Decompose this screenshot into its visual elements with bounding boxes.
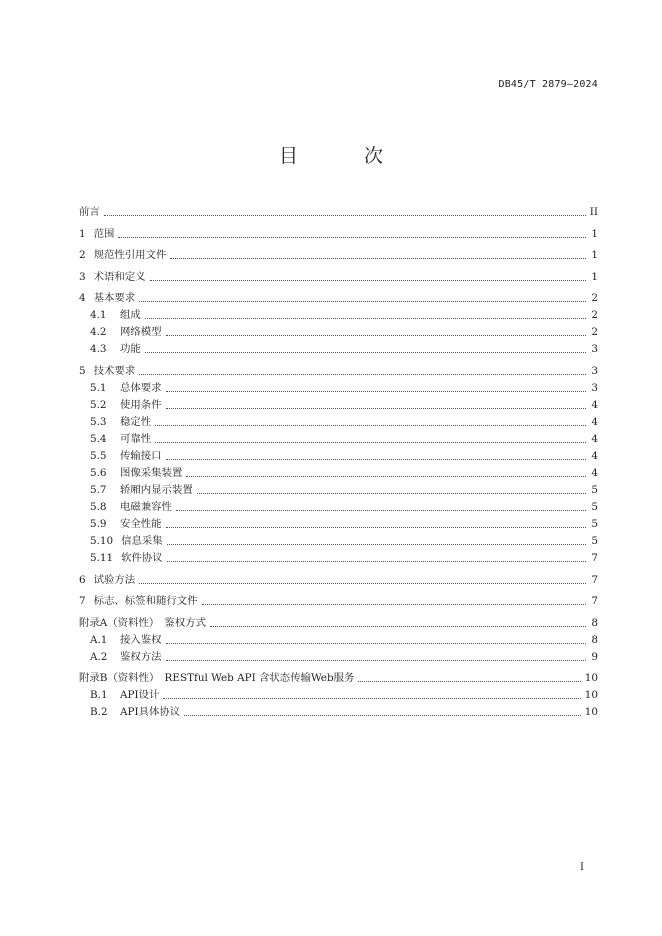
toc-entry-label: 稳定性 <box>120 415 152 428</box>
toc-leader-dots <box>163 697 580 699</box>
toc-entry-page: 10 <box>584 689 598 702</box>
toc-entry-page: 5 <box>591 483 598 496</box>
toc-entry-label: 信息采集 <box>121 534 163 547</box>
toc-entry-label: 试验方法 <box>93 573 136 586</box>
toc-entry-label: 安全性能 <box>120 517 162 530</box>
toc-leader-dots <box>202 603 586 605</box>
toc-entry[interactable] <box>79 530 598 547</box>
toc-entry-number: 4.3 <box>90 343 107 356</box>
toc-entry-number: 5.2 <box>90 398 107 411</box>
toc-entry-number: 1 <box>79 227 86 240</box>
toc-entry[interactable] <box>79 445 598 462</box>
toc-entry[interactable] <box>79 428 598 445</box>
toc-leader-dots <box>166 407 586 409</box>
toc-leader-dots <box>184 714 581 716</box>
toc-leader-dots <box>197 492 586 494</box>
toc-entry-number: 5.7 <box>90 483 107 496</box>
toc-entry[interactable] <box>79 646 598 663</box>
toc-entry-label: 鉴权方法 <box>120 650 162 663</box>
toc-entry-page: 3 <box>591 343 598 356</box>
toc-entry-label: 接入鉴权 <box>120 633 162 646</box>
toc-entry-page: 5 <box>591 534 598 547</box>
toc-entry-page: 4 <box>591 415 598 428</box>
toc-leader-dots <box>167 543 586 545</box>
toc-entry-page: 5 <box>591 517 598 530</box>
toc-entry[interactable] <box>79 569 598 586</box>
toc-entry-number: 4 <box>79 292 86 305</box>
toc-entry-page: 2 <box>591 309 598 322</box>
toc-leader-dots <box>139 300 586 302</box>
toc-entry-number: 6 <box>79 573 86 586</box>
toc-entry[interactable] <box>79 547 598 564</box>
toc-leader-dots <box>166 659 586 661</box>
toc-leader-dots <box>166 526 586 528</box>
toc-entry[interactable] <box>79 321 598 338</box>
toc-entry-page: 7 <box>591 573 598 586</box>
toc-entry[interactable] <box>79 377 598 394</box>
toc-entry-label: 图像采集装置 <box>120 466 183 479</box>
toc-entry-label: 附录A（资料性） 鉴权方式 <box>79 616 206 629</box>
toc-leader-dots <box>166 642 586 644</box>
toc-entry-page: 8 <box>591 633 598 646</box>
toc-entry-number: A.1 <box>90 633 108 646</box>
toc-entry[interactable] <box>79 201 598 218</box>
toc-entry[interactable] <box>79 629 598 646</box>
toc-entry-number: 4.2 <box>90 326 107 339</box>
toc-entry-number: 5.4 <box>90 432 107 445</box>
toc-entry-label: API具体协议 <box>120 706 181 719</box>
toc-entry[interactable] <box>79 287 598 304</box>
toc-entry-label: API设计 <box>120 689 160 702</box>
toc-entry[interactable] <box>79 513 598 530</box>
toc-entry-number: 7 <box>79 595 86 608</box>
toc-entry[interactable] <box>79 479 598 496</box>
toc-leader-dots <box>145 317 586 319</box>
toc-entry-number: 3 <box>79 270 86 283</box>
toc-entry[interactable] <box>79 360 598 377</box>
toc-entry-number: 5.11 <box>90 551 114 564</box>
toc-entry-page: 8 <box>591 616 598 629</box>
toc-entry-page: 5 <box>591 500 598 513</box>
toc-entry-label: 范围 <box>93 227 115 240</box>
toc-entry-number: 5.10 <box>90 534 114 547</box>
toc-entry-label: 术语和定义 <box>93 270 146 283</box>
toc-entry[interactable] <box>79 496 598 513</box>
toc-leader-dots <box>166 334 586 336</box>
toc-entry[interactable] <box>79 667 598 684</box>
toc-leader-dots <box>155 441 586 443</box>
toc-entry-page: 10 <box>584 672 598 685</box>
toc-entry[interactable] <box>79 701 598 718</box>
toc-entry[interactable] <box>79 394 598 411</box>
toc-leader-dots <box>167 560 586 562</box>
toc-entry-number: 2 <box>79 249 86 262</box>
toc-leader-dots <box>150 279 586 281</box>
toc-entry-label: 软件协议 <box>121 551 163 564</box>
toc-leader-dots <box>155 424 586 426</box>
toc-entry[interactable] <box>79 223 598 240</box>
toc-leader-dots <box>166 458 586 460</box>
toc-entry-number: 5.8 <box>90 500 107 513</box>
toc-entry-page: 7 <box>591 595 598 608</box>
footer-page-number: I <box>580 862 584 873</box>
standard-code: DB45/T 2879—2024 <box>498 79 598 90</box>
toc-entry-number: B.2 <box>90 706 108 719</box>
toc-leader-dots <box>186 475 586 477</box>
toc-leader-dots <box>166 390 586 392</box>
toc-entry-number: 5.6 <box>90 466 107 479</box>
toc-leader-dots <box>104 214 586 216</box>
toc-entry-label: 传输接口 <box>120 449 162 462</box>
toc-entry-label: 标志、标签和随行文件 <box>93 595 198 608</box>
toc-entry[interactable] <box>79 244 598 261</box>
toc-entry-label: 使用条件 <box>120 398 162 411</box>
toc-entry-page: 2 <box>591 326 598 339</box>
toc-entry-page: 1 <box>591 270 598 283</box>
toc-leader-dots <box>139 582 586 584</box>
toc-entry-number: 5.9 <box>90 517 107 530</box>
toc-entry-page: 1 <box>591 227 598 240</box>
toc-leader-dots <box>210 625 586 627</box>
toc-entry-page: 3 <box>591 364 598 377</box>
toc-entry-label: 基本要求 <box>93 292 136 305</box>
toc-entry-label: 轿厢内显示装置 <box>120 483 193 496</box>
toc-entry-number: 5.1 <box>90 381 107 394</box>
toc-leader-dots <box>170 257 586 259</box>
toc-entry[interactable] <box>79 304 598 321</box>
toc-leader-dots <box>118 236 586 238</box>
toc-entry[interactable] <box>79 684 598 701</box>
toc-entry-page: 2 <box>591 292 598 305</box>
toc-entry-label: 功能 <box>120 343 141 356</box>
toc-entry[interactable] <box>79 411 598 428</box>
toc-leader-dots <box>358 680 580 682</box>
toc-entry-number: 4.1 <box>90 309 107 322</box>
toc-entry[interactable] <box>79 590 598 607</box>
toc-entry-number: B.1 <box>90 689 108 702</box>
toc-entry-page: II <box>589 206 598 218</box>
toc-entry-number: 5.3 <box>90 415 107 428</box>
toc-entry-label: 总体要求 <box>120 381 162 394</box>
toc-entry-label: 组成 <box>120 309 141 322</box>
toc-entry-page: 1 <box>591 249 598 262</box>
table-of-contents <box>79 201 598 718</box>
toc-leader-dots <box>139 373 586 375</box>
toc-entry-label: 附录B（资料性） RESTful Web API 含状态传输Web服务 <box>79 672 355 685</box>
toc-entry-number: 5.5 <box>90 449 107 462</box>
toc-entry[interactable] <box>79 462 598 479</box>
toc-entry[interactable] <box>79 612 598 629</box>
toc-entry-page: 7 <box>591 551 598 564</box>
toc-entry[interactable] <box>79 266 598 283</box>
toc-leader-dots <box>145 351 586 353</box>
toc-entry-page: 9 <box>591 650 598 663</box>
toc-entry-label: 规范性引用文件 <box>93 249 167 262</box>
toc-entry-label: 前言 <box>79 206 100 218</box>
toc-entry-page: 3 <box>591 381 598 394</box>
toc-entry-label: 可靠性 <box>120 432 152 445</box>
toc-entry-label: 网络模型 <box>120 326 162 339</box>
toc-leader-dots <box>176 509 586 511</box>
toc-entry-page: 4 <box>591 432 598 445</box>
toc-entry-page: 10 <box>584 706 598 719</box>
toc-entry-label: 电磁兼容性 <box>120 500 172 513</box>
toc-title: 目 次 <box>278 145 414 167</box>
toc-entry-label: 技术要求 <box>93 364 136 377</box>
toc-entry-number: A.2 <box>90 650 108 663</box>
toc-entry-page: 4 <box>591 398 598 411</box>
toc-entry-page: 4 <box>591 449 598 462</box>
toc-entry-number: 5 <box>79 364 86 377</box>
toc-entry-page: 4 <box>591 466 598 479</box>
toc-entry[interactable] <box>79 338 598 355</box>
